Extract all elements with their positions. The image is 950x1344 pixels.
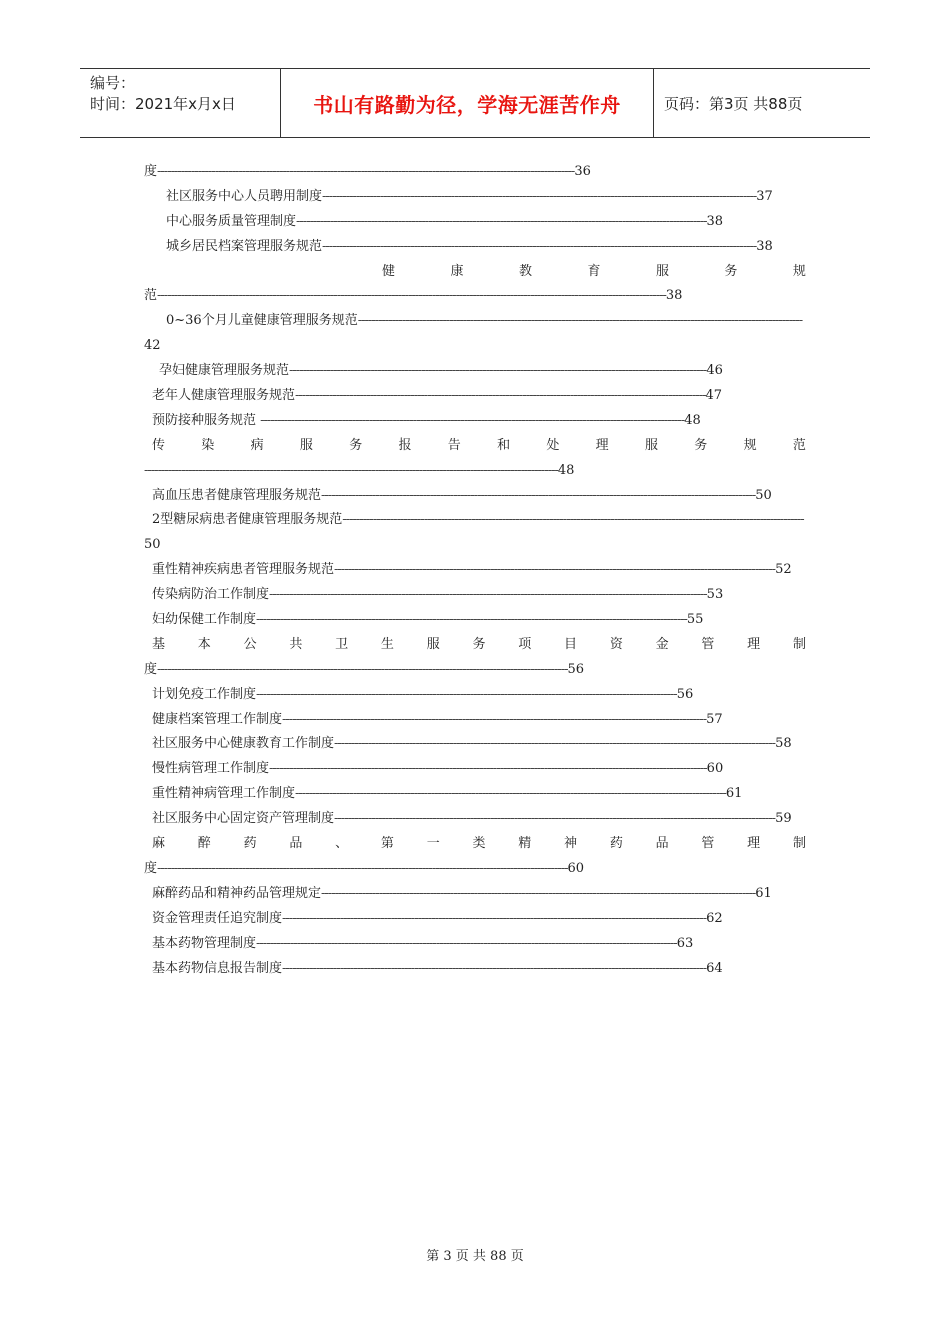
toc-page-number: 46 xyxy=(706,363,723,379)
toc-entry-title: 50 xyxy=(144,537,161,553)
toc-entry-title: 基本药物管理制度 xyxy=(152,935,257,951)
toc-entry xyxy=(144,608,806,633)
toc-entry-title: 健康档案管理工作制度 xyxy=(152,711,283,727)
toc-entry-title: 重性精神疾病患者管理服务规范 xyxy=(152,562,335,578)
toc-page-number: 58 xyxy=(775,736,792,752)
toc-leader: ---------------------------------------------------------------------------------------------------------------------------- xyxy=(256,935,677,951)
toc-page-number: 48 xyxy=(557,462,575,478)
document-number-label: 编号： xyxy=(90,74,136,92)
toc-leader: ----------------------------------------------------------------------------------------------------------------------------------- xyxy=(357,313,803,329)
toc-leader: ----------------------------------------------------------------------------------------------------------------------------- xyxy=(282,711,707,727)
toc-page-number: 38 xyxy=(756,238,773,254)
toc-entry-title: 重性精神病管理工作制度 xyxy=(152,786,296,802)
toc-page-number: 50 xyxy=(755,487,772,503)
toc-page-number: 61 xyxy=(725,786,743,802)
page-header xyxy=(80,68,870,138)
toc-entry xyxy=(144,484,806,509)
toc-page-number: 48 xyxy=(684,412,701,428)
toc-entry-title: 基本药物信息报告制度 xyxy=(152,960,283,976)
toc-entry-title: 慢性病管理工作制度 xyxy=(152,761,270,777)
toc-leader: ----------------------------------------------------------------------------------------------------------------------------- xyxy=(282,910,707,926)
toc-page-number: 57 xyxy=(706,711,723,727)
toc-entry xyxy=(144,459,806,484)
toc-entry-title: 城乡居民档案管理服务规范 xyxy=(166,238,323,254)
toc-leader: ------------------------------------------------------------------------------------------------------------------------- xyxy=(157,661,568,677)
toc-entry xyxy=(144,384,806,409)
toc-leader: -------------------------------------------------------------------------------------------------------------------------------- xyxy=(321,885,756,901)
toc-entry xyxy=(144,658,806,683)
toc-entry xyxy=(144,732,806,757)
toc-entry-title: 中心服务质量管理制度 xyxy=(166,213,297,229)
toc-leader: ------------------------------------------------------------------------------------------------------------------------------- xyxy=(295,786,726,802)
toc-page-number: 53 xyxy=(706,587,724,603)
toc-entry xyxy=(144,434,806,459)
header-meta xyxy=(80,69,281,137)
toc-page-number: 38 xyxy=(706,213,724,229)
toc-page-number: 60 xyxy=(567,860,585,876)
toc-entry xyxy=(144,857,806,882)
toc-leader: ---------------------------------------------------------------------------------------------------------------------------------------- xyxy=(342,512,804,528)
toc-entry-title: 传染病防治工作制度 xyxy=(152,587,270,603)
toc-entry-title: 资金管理责任追究制度 xyxy=(152,910,283,926)
toc-leader: -------------------------------------------------------------------------------------------------------------------------------- xyxy=(321,487,756,503)
toc-leader: ---------------------------------------------------------------------------------------------------------------------------- xyxy=(256,686,677,702)
toc-leader: --------------------------------------------------------------------------------------------------------------------------------- xyxy=(269,587,707,603)
toc-entry xyxy=(144,957,806,982)
toc-entry xyxy=(144,633,806,658)
toc-entry xyxy=(144,907,806,932)
header-page-info: 页码：第3页 共88页 xyxy=(664,94,803,113)
toc-entry-title: 社区服务中心固定资产管理制度 xyxy=(152,811,335,827)
toc-entry-title: 传 染 病 服 务 报 告 和 处 理 服 务 规 范 xyxy=(152,437,806,453)
toc-leader: ------------------------------------------------------------------------------------------------------------------------------- xyxy=(256,612,687,628)
toc-entry xyxy=(144,683,806,708)
toc-page-number: 64 xyxy=(706,960,723,976)
toc-entry-title: 基 本 公 共 卫 生 服 务 项 目 资 金 管 理 制 xyxy=(152,636,806,652)
toc-page-number: 63 xyxy=(676,935,694,951)
toc-entry-title: 度 xyxy=(144,164,158,179)
toc-entry-title: 孕妇健康管理服务规范 xyxy=(159,363,290,379)
toc-page-number: 47 xyxy=(705,388,723,404)
toc-leader: --------------------------------------------------------------------------------------------------------------------------------- xyxy=(269,761,707,777)
toc-page-number: 61 xyxy=(755,885,772,901)
toc-entry xyxy=(144,708,806,733)
toc-leader: ------------------------------------------------------------------------------------------------------------------------- xyxy=(157,860,568,876)
toc-leader: ----------------------------------------------------------------------------------------------------------------------------- xyxy=(260,412,685,428)
toc-entry xyxy=(144,185,806,210)
toc-entry xyxy=(144,508,806,533)
toc-leader: ------------------------------------------------------------------------------------------------------------------------- xyxy=(295,388,706,404)
toc-leader: -------------------------------------------------------------------------------------------------------------------------------- xyxy=(322,238,757,254)
toc-entry-title: 社区服务中心人员聘用制度 xyxy=(166,188,323,204)
toc-entry xyxy=(144,558,806,583)
toc-page-number: 62 xyxy=(706,910,723,926)
toc-page-number: 36 xyxy=(574,164,591,179)
table-of-contents xyxy=(144,160,806,981)
toc-entry xyxy=(144,882,806,907)
toc-entry-title: 老年人健康管理服务规范 xyxy=(152,388,296,404)
toc-page-number: 37 xyxy=(756,188,773,204)
toc-leader: ---------------------------------------------------------------------------------------------------------------------------------- xyxy=(334,736,776,752)
toc-entry-title: 0~36个月儿童健康管理服务规范 xyxy=(166,313,358,329)
toc-entry-title: 麻醉药品和精神药品管理规定 xyxy=(152,885,322,901)
toc-leader: --------------------------------------------------------------------------------------------------------------------------- xyxy=(289,363,707,379)
toc-entry xyxy=(144,260,806,285)
toc-entry-title: 妇幼保健工作制度 xyxy=(152,612,257,628)
toc-leader: -------------------------------------------------------------------------------------------------------------------------- xyxy=(144,462,558,478)
toc-entry xyxy=(144,210,806,235)
toc-entry-title: 麻 醉 药 品 、 第 一 类 精 神 药 品 管 理 制 xyxy=(152,836,806,852)
toc-page-number: 52 xyxy=(775,562,792,578)
toc-entry-title: 度 xyxy=(144,860,158,876)
toc-entry xyxy=(144,583,806,608)
toc-entry-title: 高血压患者健康管理服务规范 xyxy=(152,487,322,503)
toc-entry-title: 范 xyxy=(144,288,158,304)
toc-entry xyxy=(144,782,806,807)
toc-page-number: 38 xyxy=(665,288,683,304)
toc-leader: -------------------------------------------------------------------------------------------------------------------------------- xyxy=(322,188,757,204)
toc-entry-title: 2型糖尿病患者健康管理服务规范 xyxy=(152,512,343,528)
toc-leader: ------------------------------------------------------------------------------------------------------------------------------------------------------ xyxy=(157,288,666,304)
toc-entry xyxy=(144,235,806,260)
toc-entry-title: 计划免疫工作制度 xyxy=(152,686,257,702)
toc-entry xyxy=(144,359,806,384)
toc-entry xyxy=(144,932,806,957)
toc-entry xyxy=(144,334,806,359)
toc-entry xyxy=(144,309,806,334)
toc-leader: --------------------------------------------------------------------------------------------------------------------------- xyxy=(157,164,575,179)
toc-leader: ------------------------------------------------------------------------------------------------------------------------- xyxy=(296,213,707,229)
toc-entry xyxy=(144,533,806,558)
toc-entry-title: 预防接种服务规范 xyxy=(152,412,261,428)
toc-entry-title: 健 康 教 育 服 务 规 xyxy=(382,263,806,279)
toc-entry xyxy=(144,409,806,434)
header-motto: 书山有路勤为径，学海无涯苦作舟 xyxy=(281,69,654,137)
toc-page-number: 55 xyxy=(686,612,704,628)
toc-entry-title: 度 xyxy=(144,661,158,677)
page-footer: 第 3 页 共 88 页 xyxy=(426,1249,524,1264)
toc-page-number: 56 xyxy=(567,661,585,677)
toc-entry xyxy=(144,160,806,185)
toc-leader: ---------------------------------------------------------------------------------------------------------------------------------- xyxy=(334,811,776,827)
toc-entry-title: 42 xyxy=(144,338,161,354)
toc-page-number: 60 xyxy=(706,761,724,777)
toc-entry xyxy=(144,757,806,782)
toc-entry-title: 社区服务中心健康教育工作制度 xyxy=(152,736,335,752)
document-date: 时间：2021年x月x日 xyxy=(90,95,236,113)
toc-leader: ---------------------------------------------------------------------------------------------------------------------------------- xyxy=(334,562,776,578)
toc-page-number: 56 xyxy=(676,686,694,702)
toc-page-number: 59 xyxy=(775,811,792,827)
toc-entry xyxy=(144,284,806,309)
toc-entry xyxy=(144,807,806,832)
toc-entry xyxy=(144,832,806,857)
toc-leader: ----------------------------------------------------------------------------------------------------------------------------- xyxy=(282,960,707,976)
